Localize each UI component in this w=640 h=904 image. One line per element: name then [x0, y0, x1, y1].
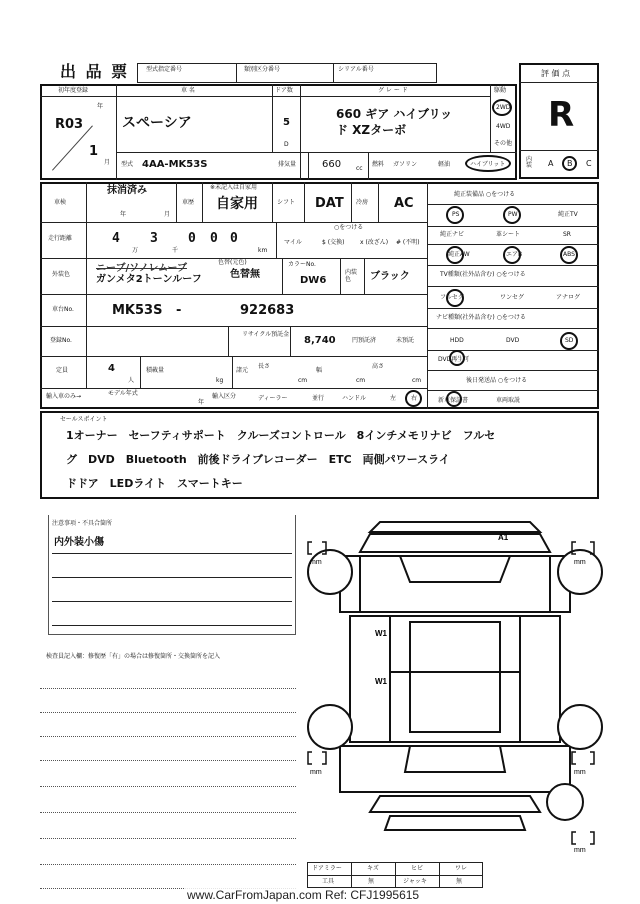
table-tools-value: 無 — [368, 878, 375, 885]
mm-label-fr: mm — [574, 559, 586, 566]
mileage-digit-1: 4 — [112, 231, 120, 246]
doors-value: 5 — [283, 117, 290, 128]
table-head-mirror: ドアミラー — [312, 865, 342, 872]
sales-line-1: 1オーナー セーフティサポート クルーズコントロール 8インチメモリナビ フルセ — [66, 429, 496, 442]
drive-2wd-circle — [492, 99, 512, 116]
recycle-unit: 円預託済 — [352, 337, 377, 344]
drive-2wd: 2WD — [496, 104, 511, 111]
capacity-label: 定員 — [56, 367, 69, 374]
shift-value: DAT — [315, 196, 344, 211]
color-struck-text: ニーブ/ソノレムーブ — [96, 263, 187, 274]
first-reg-year: R03 — [55, 117, 84, 132]
equip-pw-circle — [503, 206, 521, 224]
fuel-hybrid-circle — [465, 155, 511, 172]
sales-label: セールスポイント — [60, 416, 108, 423]
table-head-scratch: キズ — [367, 865, 379, 872]
doors-unit: D — [284, 141, 289, 148]
first-reg-month: 1 — [89, 144, 99, 159]
table-head-crack: ヒビ — [411, 865, 424, 872]
equip-navi: 純正ナビ — [440, 231, 465, 238]
equip-leather: 革シート — [496, 231, 521, 238]
recycle-value: 8,740 — [304, 335, 336, 346]
import-type-label: 輸入区分 — [212, 393, 237, 400]
form-title: 出 品 票 — [60, 62, 130, 81]
handle-right-circle — [405, 390, 422, 407]
chassis-model: MK53S — [112, 303, 163, 318]
import-parallel: 並行 — [312, 395, 325, 402]
mileage-km-unit: km — [258, 247, 268, 254]
meter-tamper: x (改ざん) — [360, 239, 389, 246]
interior-grade-label: 内装 — [526, 156, 533, 169]
handle-label: ハンドル — [342, 395, 367, 402]
rating-label: 評 価 点 — [541, 69, 571, 78]
equip-sr: SR — [563, 231, 571, 238]
navi-hdd: HDD — [450, 337, 464, 344]
height-label: 高さ — [372, 363, 385, 370]
equip-ps: PS — [452, 211, 460, 218]
inspection-month-label: 月 — [164, 211, 171, 218]
drive-label: 駆動 — [494, 87, 507, 94]
notes-value: 内外装小傷 — [54, 537, 104, 548]
mm-label-rr: mm — [574, 769, 586, 776]
month-label: 月 — [104, 159, 111, 166]
model-label: 型式 — [121, 161, 134, 168]
mm-label-fl: mm — [310, 559, 322, 566]
length-label: 長さ — [258, 363, 271, 370]
mileage-digit-2: 3 — [150, 231, 158, 246]
height-cm: cm — [412, 377, 422, 384]
equip-ps-circle — [446, 206, 464, 224]
equip-aw: 純正AW — [448, 251, 470, 258]
tv-oneseg: ワンセグ — [500, 294, 525, 301]
recycle-unpaid: 未預託 — [396, 337, 415, 344]
sales-line-3: ドドア LEDライト スマートキー — [66, 477, 243, 490]
dims-label: 諸元 — [236, 367, 249, 374]
capacity-value: 4 — [108, 363, 115, 374]
notes-label: 注意事項・不具合箇所 — [52, 520, 113, 527]
meter-exchange: $ (交換) — [322, 239, 345, 246]
drive-4wd: 4WD — [496, 123, 511, 130]
interior-c: C — [586, 159, 592, 168]
table-jack-label: ジャッキ — [403, 878, 427, 885]
table-tools-label: 工具 — [322, 878, 335, 885]
interior-color-label: 内装色 — [345, 269, 358, 283]
notes-box — [48, 515, 296, 635]
displacement-value: 660 — [322, 159, 342, 170]
tv-analog: アナログ — [556, 294, 581, 301]
equip-aw-circle — [446, 246, 464, 264]
import-label: 輸入車のみ→ — [46, 393, 82, 400]
load-unit: kg — [216, 377, 224, 384]
handle-right: 右 — [411, 395, 418, 402]
displacement-unit: cc — [356, 165, 363, 172]
drive-other: その他 — [494, 140, 513, 147]
color-no-value: DW6 — [300, 275, 327, 286]
equipment-title: 純正装備品 ○をつける — [454, 191, 516, 198]
rating-value: R — [548, 95, 575, 135]
interior-b: B — [567, 159, 573, 168]
handle-left: 左 — [390, 395, 397, 402]
fuel-label: 燃料 — [372, 161, 385, 168]
color-change-value: 色替無 — [230, 269, 260, 280]
mm-label-rl: mm — [310, 769, 322, 776]
model-year-unit: 年 — [198, 399, 205, 406]
color-no-label: カラーNo. — [288, 261, 316, 268]
inspection-value: 抹消済み — [107, 185, 147, 196]
ac-label: 冷房 — [356, 199, 369, 206]
navi-title: ナビ種類(社外品含む) ○をつける — [436, 314, 526, 321]
navi-sd-circle — [560, 332, 578, 350]
length-cm: cm — [298, 377, 308, 384]
later-manual: 車両取説 — [496, 397, 521, 404]
later-title: 後日発送品 ○をつける — [466, 377, 528, 384]
car-name-label: 車 名 — [181, 87, 195, 94]
equip-airbag-circle — [503, 246, 521, 264]
model-value: 4AA-MK53S — [142, 159, 208, 170]
equip-airbag: エアB — [506, 251, 523, 258]
equip-tv: 純正TV — [558, 211, 578, 218]
grade-label: グ レ ー ド — [378, 87, 408, 94]
inspection-year-label: 年 — [120, 211, 127, 218]
inspector-label: 検査員記入欄：修復歴「有」の場合は修復箇所・交換箇所を記入 — [46, 653, 221, 660]
history-value: 自家用 — [216, 196, 258, 212]
meter-label: マイル — [284, 239, 302, 246]
dvd-playback: DVD再生可 — [438, 356, 470, 363]
capacity-unit: 人 — [128, 377, 135, 384]
equip-abs: ABS — [563, 251, 575, 258]
chassis-number: 922683 — [240, 303, 295, 318]
damage-mark-a1: A1 — [498, 533, 509, 542]
mileage-man-unit: 万 — [132, 247, 139, 254]
watermark-text: www.CarFromJapan.com Ref: CFJ1995615 — [184, 888, 422, 902]
grade-line2: ド XZターボ — [336, 123, 407, 137]
chassis-label: 車台No. — [52, 306, 74, 313]
serial-label: シリアル番号 — [338, 66, 374, 73]
grade-line1: 660 ギア ハイブリッ — [336, 107, 453, 121]
mileage-digit-3: 0 — [188, 231, 196, 246]
fuel-hybrid: ハイブリット — [470, 161, 506, 168]
interior-a: A — [548, 159, 554, 168]
history-note: ※未記入は自家用 — [210, 184, 258, 191]
color-label: 外装色 — [52, 271, 71, 278]
import-dealer: ディーラー — [258, 395, 288, 402]
mileage-sen-unit: 千 — [172, 247, 179, 254]
sales-line-2: グ DVD Bluetooth 前後ドライブレコーダー ETC 両側パワースライ — [66, 453, 450, 466]
dvd-playback-circle — [449, 350, 465, 366]
later-warranty: 新車保証書 — [438, 397, 469, 404]
equip-pw: PW — [508, 211, 518, 218]
shift-label: シフト — [277, 199, 296, 206]
history-label: 車歴 — [182, 199, 195, 206]
meter-unknown: # (不明) — [396, 239, 420, 246]
width-label: 幅 — [316, 367, 323, 374]
later-warranty-circle — [446, 391, 462, 407]
year-label: 年 — [97, 103, 104, 110]
displacement-label: 排気量 — [278, 161, 297, 168]
ac-value: AC — [394, 196, 414, 211]
mileage-label: 走行距離 — [48, 235, 73, 242]
load-label: 積載量 — [146, 367, 165, 374]
reg-label: 登録No. — [50, 337, 72, 344]
tv-fullseg: フルセグ — [440, 294, 464, 301]
meter-note: ○をつける — [334, 224, 364, 231]
damage-mark-w1-front: W1 — [375, 629, 387, 638]
navi-dvd: DVD — [506, 337, 520, 344]
mileage-digit-4: 0 — [210, 231, 218, 246]
inspection-label: 車検 — [54, 199, 67, 206]
mm-label-spare: mm — [574, 847, 586, 852]
car-damage-diagram — [300, 512, 610, 852]
ruibetsu-label: 類別区分番号 — [244, 66, 281, 73]
model-year-label: モデル年式 — [108, 390, 138, 397]
doors-label: ドア数 — [275, 87, 293, 94]
chassis-dash: - — [176, 303, 182, 318]
katashiki-label: 型式指定番号 — [146, 66, 183, 73]
interior-color-value: ブラック — [370, 271, 410, 282]
car-name-value: スペーシア — [122, 115, 192, 131]
table-head-break: ワレ — [455, 865, 468, 872]
fuel-gasoline: ガソリン — [393, 161, 418, 168]
table-jack-value: 無 — [456, 878, 463, 885]
interior-b-circle — [562, 156, 577, 171]
damage-mark-w1-rear: W1 — [375, 677, 387, 686]
recycle-label: リサイクル預託金 — [242, 331, 290, 338]
tv-fullseg-circle — [446, 289, 464, 307]
fuel-diesel: 軽油 — [438, 161, 451, 168]
color-change-label: 色替(元色) — [218, 259, 247, 266]
tv-title: TV種類(社外品含む) ○をつける — [440, 271, 526, 278]
color-value: ガンメタ2トーンルーフ — [96, 274, 202, 285]
navi-sd: SD — [565, 337, 574, 344]
header-id-row — [137, 63, 437, 83]
equip-abs-circle — [560, 246, 578, 264]
first-reg-label: 初年度登録 — [58, 87, 89, 94]
width-cm: cm — [356, 377, 366, 384]
mileage-digit-5: 0 — [230, 231, 238, 246]
